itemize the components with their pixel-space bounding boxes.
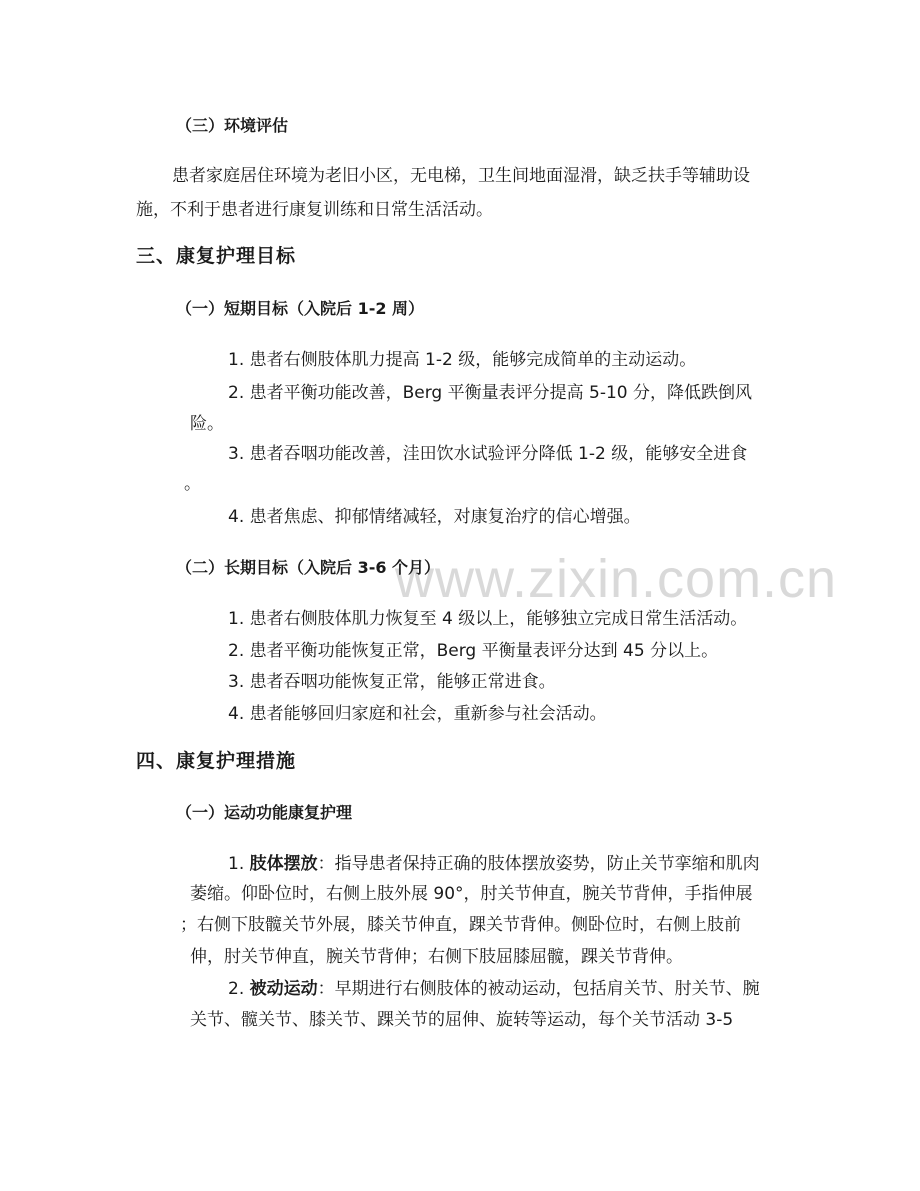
item-number: 2. — [228, 979, 250, 999]
list-item: 2. 患者平衡功能改善，Berg 平衡量表评分提高 5-10 分，降低跌倒风 — [228, 383, 753, 403]
list-item: 3. 患者吞咽功能恢复正常，能够正常进食。 — [228, 672, 556, 692]
paragraph-line: 关节、髋关节、膝关节、踝关节的屈伸、旋转等运动，每个关节活动 3-5 — [190, 1010, 734, 1030]
section-heading-short-term: （一）短期目标（入院后 1-2 周） — [176, 299, 425, 318]
chapter-heading-goals: 三、康复护理目标 — [136, 245, 297, 267]
paragraph-line: 患者家庭居住环境为老旧小区，无电梯，卫生间地面湿滑，缺乏扶手等辅助设 — [172, 166, 750, 186]
paragraph-line — [228, 977, 760, 1001]
item-text: ：早期进行右侧肢体的被动运动，包括肩关节、肘关节、腕 — [317, 979, 760, 999]
list-item: 1. 患者右侧肢体肌力恢复至 4 级以上，能够独立完成日常生活活动。 — [228, 609, 748, 629]
section-heading-long-term: （二）长期目标（入院后 3-6 个月） — [176, 558, 441, 577]
paragraph-line: ；右侧下肢髋关节外展，膝关节伸直，踝关节背伸。侧卧位时，右侧上肢前 — [180, 915, 741, 935]
list-item: 3. 患者吞咽功能改善，洼田饮水试验评分降低 1-2 级，能够安全进食 — [228, 444, 748, 464]
list-item: 1. 患者右侧肢体肌力提高 1-2 级，能够完成简单的主动运动。 — [228, 350, 697, 370]
paragraph-line: 萎缩。仰卧位时，右侧上肢外展 90°，肘关节伸直，腕关节背伸，手指伸展 — [190, 884, 753, 904]
list-item: 4. 患者焦虑、抑郁情绪减轻，对康复治疗的信心增强。 — [228, 507, 641, 527]
item-label: 肢体摆放 — [249, 854, 318, 874]
item-label: 被动运动 — [249, 979, 318, 999]
paragraph-line — [228, 852, 760, 876]
list-item-continuation: 险。 — [190, 414, 224, 434]
item-number: 1. — [228, 854, 250, 874]
paragraph-line: 伸，肘关节伸直，腕关节背伸；右侧下肢屈膝屈髋，踝关节背伸。 — [190, 947, 683, 967]
paragraph-line: 施，不利于患者进行康复训练和日常生活活动。 — [136, 200, 493, 220]
list-item: 2. 患者平衡功能恢复正常，Berg 平衡量表评分达到 45 分以上。 — [228, 641, 719, 661]
item-text: ：指导患者保持正确的肢体摆放姿势，防止关节挛缩和肌肉 — [317, 854, 760, 874]
chapter-heading-measures: 四、康复护理措施 — [136, 750, 297, 772]
watermark: www.zixin.com.cn — [395, 549, 838, 609]
section-heading-environment: （三）环境评估 — [176, 116, 289, 135]
list-item-continuation: 。 — [184, 474, 201, 494]
list-item: 4. 患者能够回归家庭和社会，重新参与社会活动。 — [228, 704, 607, 724]
section-heading-motor: （一）运动功能康复护理 — [176, 803, 353, 822]
